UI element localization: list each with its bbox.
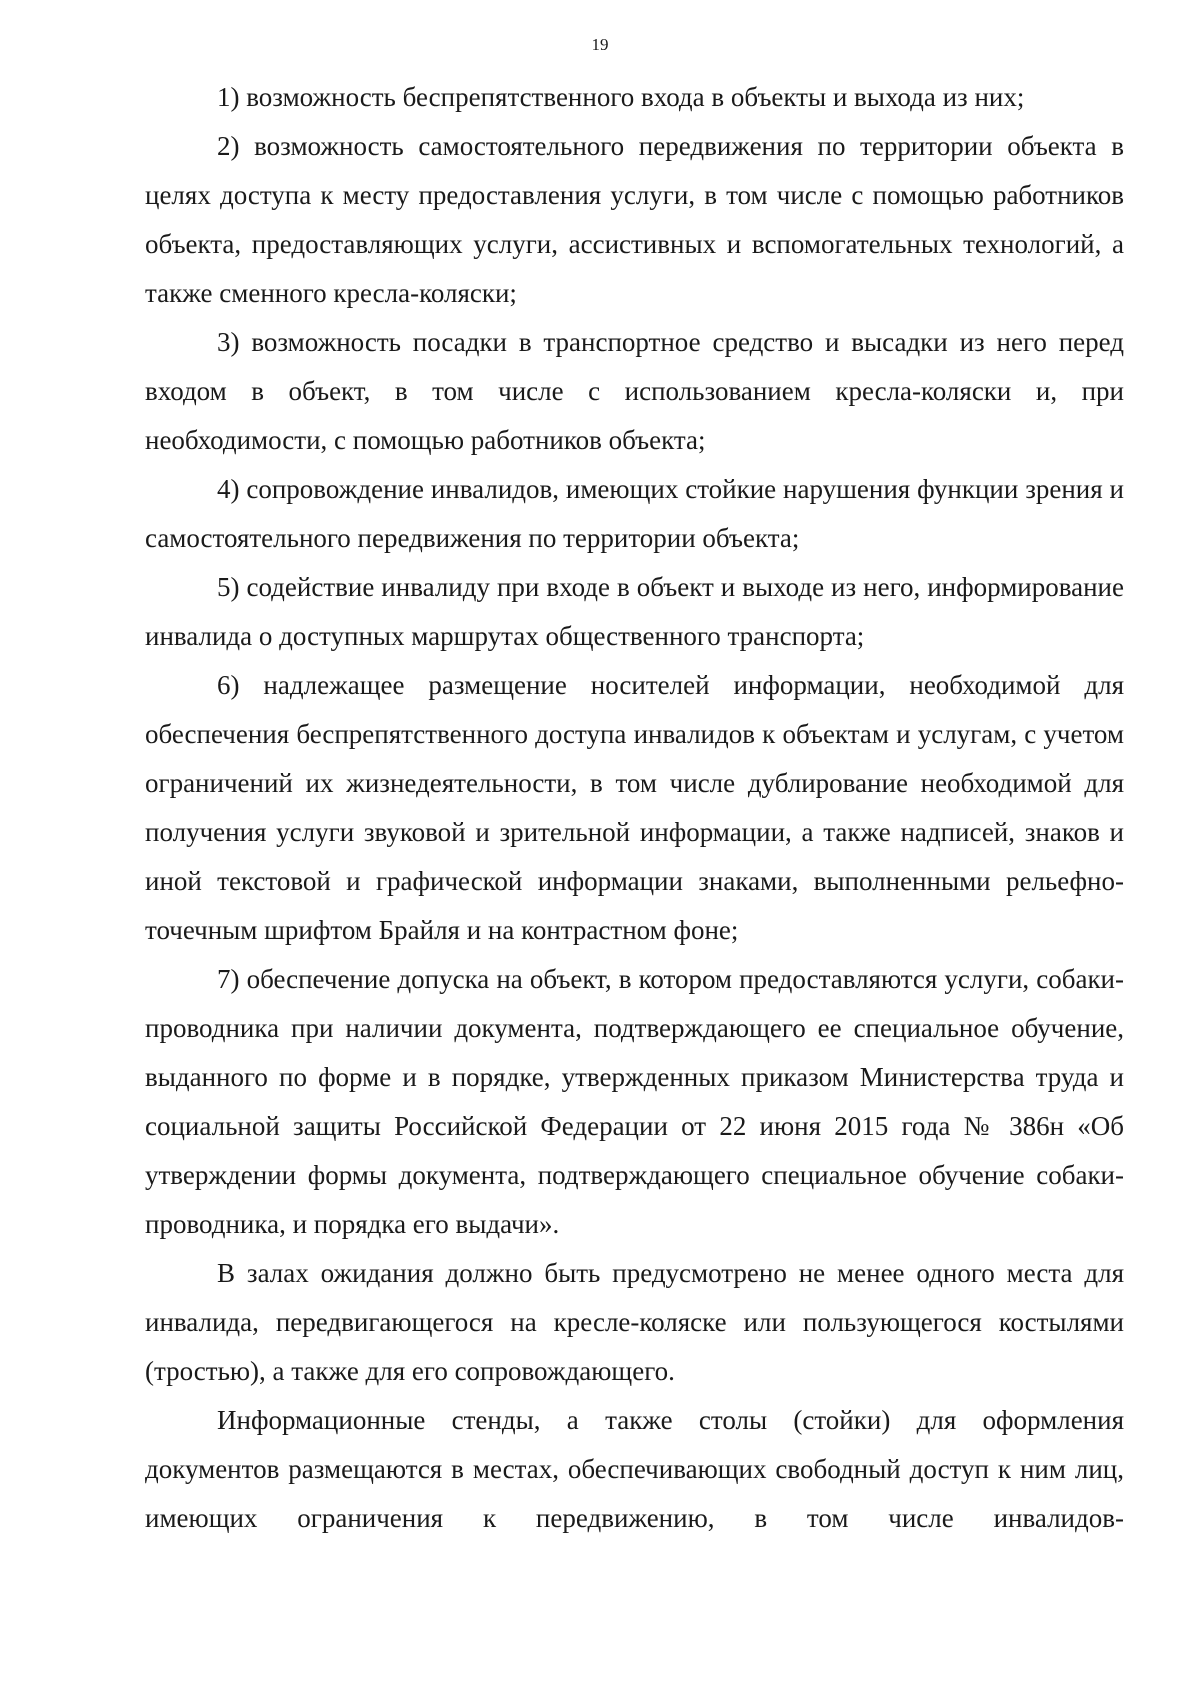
page-number: 19: [591, 35, 609, 54]
paragraph-item-2: 2) возможность самостоятельного передвижения по территории объекта в целях доступа к месту предоставления услуги, в том числе с помощью работников объекта, предоставляющих услуги, ассистивных и вспомогательных технологий, а также сменного кресла-коляски;: [145, 131, 1124, 308]
paragraph-waiting-rooms: В залах ожидания должно быть предусмотрено не менее одного места для инвалида, передвигающегося на кресле-коляске или пользующегося костылями (тростью), а также для его сопровождающего.: [145, 1258, 1124, 1386]
paragraph-item-3: 3) возможность посадки в транспортное средство и высадки из него перед входом в объект, в том числе с использованием кресла-коляски и, при необходимости, с помощью работников объекта;: [145, 327, 1124, 455]
paragraph-item-7: 7) обеспечение допуска на объект, в котором предоставляются услуги, собаки-проводника при наличии документа, подтверждающего ее специальное обучение, выданного по форме и в порядке, утвержденных приказом Министерства труда и социальной защиты Российской Федерации от 22 июня 2015 года № 386н «Об утверждении формы документа, подтверждающего специальное обучение собаки-проводника, и порядка его выдачи».: [145, 964, 1124, 1239]
paragraph-item-5: 5) содействие инвалиду при входе в объект и выходе из него, информирование инвалида о доступных маршрутах общественного транспорта;: [145, 572, 1124, 651]
document-body: [145, 73, 1124, 1543]
paragraph-item-1: 1) возможность беспрепятственного входа в объекты и выхода из них;: [217, 82, 1025, 112]
paragraph-item-4: 4) сопровождение инвалидов, имеющих стойкие нарушения функции зрения и самостоятельного передвижения по территории объекта;: [145, 474, 1124, 553]
paragraph-item-6: 6) надлежащее размещение носителей информации, необходимой для обеспечения беспрепятственного доступа инвалидов к объектам и услугам, с учетом ограничений их жизнедеятельности, в том числе дублирование необходимой для получения услуги звуковой и зрительной информации, а также надписей, знаков и иной текстовой и графической информации знаками, выполненными рельефно-точечным шрифтом Брайля и на контрастном фоне;: [145, 670, 1124, 945]
paragraph-info-stands: Информационные стенды, а также столы (стойки) для оформления документов размещаются в местах, обеспечивающих свободный доступ к ним лиц, имеющих ограничения к передвижению, в том числе инвалидов-: [145, 1405, 1124, 1533]
